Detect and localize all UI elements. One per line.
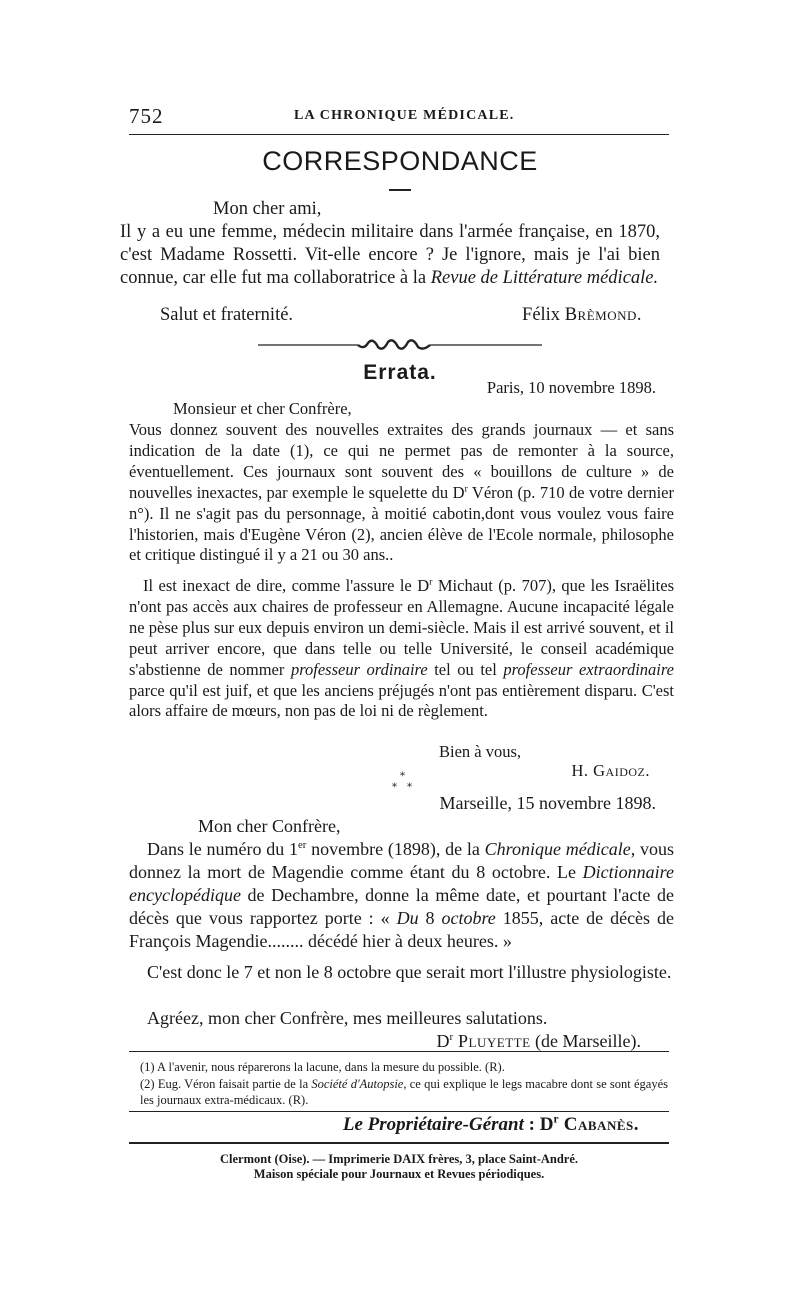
letter3-p1-italic-1: Chronique médicale [484, 839, 631, 859]
imprint-line-1: Clermont (Oise). — Imprimerie DAIX frères, 3, place Saint-André. [219, 1152, 579, 1166]
header-rule [129, 134, 669, 135]
proprietor-name: Cabanès. [558, 1114, 639, 1135]
letter3-p1-text-e: 8 [418, 908, 442, 928]
proprietor-line [129, 1114, 639, 1136]
letter3-p1-text-c: , vous donnez la mort de Magendie comme étant du 8 octobre. Le [129, 839, 674, 882]
asterism-icon [390, 770, 420, 792]
proprietor-sup: r [553, 1113, 559, 1126]
letter3-p1-italic-3: Du [396, 908, 419, 928]
errata-signature [500, 761, 650, 782]
errata-p2-text-d: parce qu'il est juif, et que les anciens préjugés n'ont pas entièrement disparu. C'est alors affaire de mœurs, non pas de loi ni de règlement. [129, 680, 674, 721]
title-dash [389, 189, 411, 191]
errata-p2-sup: r [429, 576, 433, 588]
errata-p2-italic-1: professeur ordinaire [290, 659, 428, 679]
letter3-p1-text-b: novembre (1898), de la [306, 839, 485, 859]
errata-salutation: Monsieur et cher Confrère, [173, 399, 352, 418]
errata-p1-text-a: Vous donnez souvent des nouvelles extraites des grands journaux — et sans indication de la date (1), ce qui ne permet pas de remonter à la source, éventuellement. Ces journaux sont souvent des « bouillons de culture » de nouvelles inexactes, par exemple le squelette du D [129, 420, 674, 502]
letter1-closing: Salut et fraternité. [160, 305, 294, 325]
letter1-salutation-text: Mon cher ami, [213, 199, 322, 219]
footnote-2-text-b: , ce qui explique le legs macabre dont se sont égayés les journaux extra-médicaux. (R). [140, 1077, 668, 1107]
letter1-body [120, 221, 660, 291]
errata-p2-italic-2: professeur extraordinaire [503, 659, 674, 679]
errata-signature-text: H. Gaidoz. [571, 761, 650, 780]
letter3-p3-text: Agréez, mon cher Confrère, mes meilleures salutations. [147, 1008, 548, 1028]
letter3-p1-sup: er [298, 839, 307, 851]
letter3-p1-text-f: 1855, acte de décès de François Magendie........ décédé hier à deux heures. » [129, 908, 674, 951]
errata-p1-sup: r [464, 483, 468, 495]
letter3-signature [129, 1030, 641, 1053]
letter3-p1-text-a: Dans le numéro du 1 [147, 839, 299, 859]
proprietor-colon: : [523, 1114, 540, 1135]
errata-title: Errata. [363, 361, 437, 384]
letter3-p1-italic-4: octobre [441, 908, 496, 928]
letter3-date: Marseille, 15 novembre 1898. [439, 793, 656, 813]
letter3-signature-sup: r [449, 1031, 454, 1043]
letter1-salutation [120, 198, 660, 221]
footnote-2 [140, 1076, 668, 1108]
letter3-paragraph-2 [129, 961, 674, 984]
letter3-salutation: Mon cher Confrère, [198, 816, 341, 836]
letter1-journal-title: Revue de Littérature médicale. [430, 268, 659, 289]
proprietor-role: Le Propriétaire-Gérant [342, 1114, 524, 1135]
footnote-rule [129, 1051, 669, 1052]
section-title: CORRESPONDANCE [262, 146, 538, 176]
proprietor-prefix: D [539, 1114, 554, 1135]
letter1-signature-last: Brèmond. [564, 305, 642, 325]
letter1-signature-first: Félix [522, 305, 565, 325]
errata-paragraph-2 [129, 576, 674, 722]
imprint-rule [129, 1142, 669, 1144]
footnote-2-text-a: (2) Eug. Véron faisait partie de la [140, 1077, 312, 1091]
letter1-signature [522, 304, 642, 327]
errata-p2-text-c: tel ou tel [427, 659, 504, 679]
errata-p1-text-b: Véron (p. 710 de votre dernier n°). Il ne s'agit pas du personnage, à moitié cabotin,dont vous voulez vous faire l'historien, mais d'Eugène Véron (2), ancien élève de l'Ecole normale, philosophe et critique distingué il y a 21 ou 30 ans.. [129, 482, 674, 565]
letter3-paragraph-1 [129, 838, 674, 953]
footnote-2-italic: Société d'Autopsie [311, 1077, 404, 1091]
errata-paragraph-1 [129, 420, 674, 566]
errata-closing: Bien à vous, [439, 742, 522, 761]
letter1-closing-row [120, 304, 660, 327]
letter3-p2-text: C'est donc le 7 et non le 8 octobre que serait mort l'illustre physiologiste. [147, 962, 672, 982]
svg-text:*: * [392, 782, 397, 792]
letter3-signature-name: Pluyette [453, 1031, 531, 1051]
page-number: 752 [129, 104, 164, 128]
letter3-paragraph-3 [129, 1007, 674, 1030]
letter3-p1-italic-2: Dictionnaire encyclopédique [129, 862, 674, 905]
section-ornament [258, 338, 542, 352]
letter1-body-text: Il y a eu une femme, médecin militaire dans l'armée française, en 1870, c'est Madame Rossetti. Vit-elle encore ? Je l'ignore, mais je l'ai bien connue, car elle fut ma collaboratrice à la [120, 222, 660, 289]
imprint-line-2: Maison spéciale pour Journaux et Revues périodiques. [253, 1167, 545, 1181]
letter3-signature-suffix: (de Marseille). [530, 1031, 641, 1051]
errata-date: Paris, 10 novembre 1898. [486, 378, 656, 397]
letter3-signature-prefix: D [436, 1031, 450, 1051]
letter3-p1-text-d: de Dechambre, donne la même date, et pourtant l'acte de décès que vous rapportez porte : « [129, 885, 674, 928]
svg-text:*: * [400, 771, 405, 782]
running-title: LA CHRONIQUE MÉDICALE. [294, 108, 515, 123]
footnote-1: (1) A l'avenir, nous réparerons la lacune, dans la mesure du possible. (R). [140, 1060, 505, 1074]
errata-p2-text-a: Il est inexact de dire, comme l'assure le D [143, 576, 430, 595]
footnote-bottom-rule [129, 1111, 669, 1112]
errata-p2-text-b: Michaut (p. 707), que les Israëlites n'ont pas accès aux chaires de professeur en Allemagne. Aucune incapacité légale ne pèse plus sur eux depuis environ un demi-siècle. Mais il est arrivé souvent, et il peut arriver encore, que dans telle ou telle Université, le conseil académique s'abstienne de nommer [129, 576, 675, 679]
svg-text:*: * [407, 782, 412, 792]
